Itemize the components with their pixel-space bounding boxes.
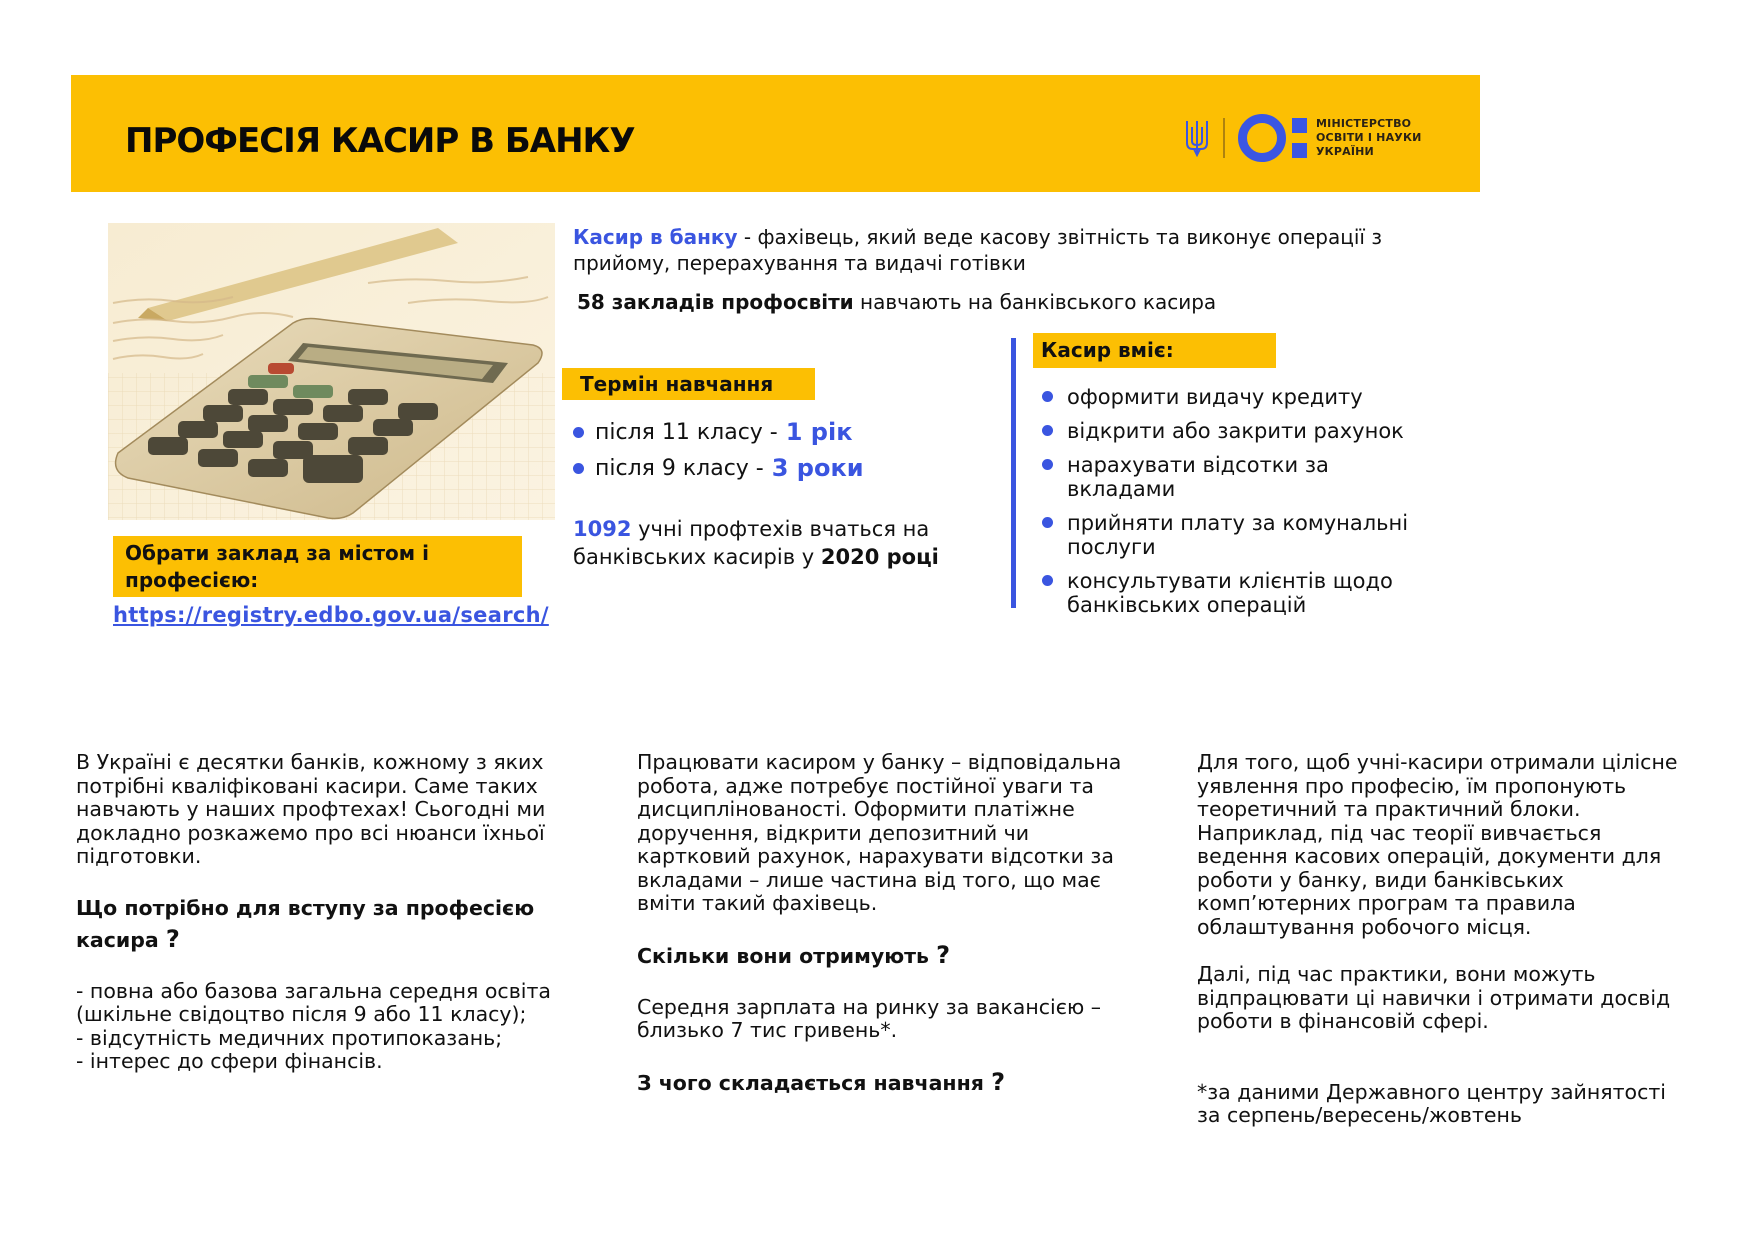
students-stat: 1092 учні профтехів вчаться на банківських касирів у 2020 році (573, 517, 939, 569)
bullet-icon (573, 427, 584, 438)
bullet-icon (1042, 425, 1053, 436)
admission-question: Що потрібно для вступу за професією касира ? (76, 895, 535, 953)
registry-link[interactable]: https://registry.edbo.gov.ua/search/ (113, 603, 549, 627)
study-question: З чого складається навчання ? (637, 1067, 1005, 1096)
logo-squares-icon (1292, 118, 1307, 158)
column-admission (76, 751, 566, 1074)
bullet-icon (1042, 391, 1053, 402)
choose-institution-box: Обрати заклад за містом і професією: (113, 536, 522, 597)
practice-paragraph: Далі, під час практики, вони можуть відпрацювати ці навички і отримати досвід роботи в фінансовій сфері. (1197, 962, 1671, 1033)
list-item: після 9 класу - 3 роки (573, 450, 864, 486)
requirements-list (76, 980, 566, 1074)
students-count: 1092 (573, 517, 632, 541)
skills-heading: Касир вміє: (1033, 333, 1276, 368)
skills-list (1042, 385, 1462, 627)
list-item: - повна або базова загальна середня освіта (шкільне свідоцтво після 9 або 11 класу); (76, 978, 551, 1026)
trident-icon (1185, 119, 1209, 157)
column-training (1197, 751, 1687, 1128)
ministry-logo (1185, 116, 1422, 160)
schools-count: 58 закладів профосвіти навчають на банківського касира (577, 290, 1217, 314)
salary-question: Скільки вони отримують ? (637, 940, 951, 969)
page-title: ПРОФЕСІЯ КАСИР В БАНКУ (125, 121, 635, 161)
list-item: оформити видачу кредиту (1042, 385, 1462, 409)
profession-definition (573, 224, 1393, 276)
bullet-icon (1042, 459, 1053, 470)
list-item: після 11 класу - 1 рік (573, 414, 864, 450)
bullet-icon (573, 463, 584, 474)
list-item: відкрити або закрити рахунок (1042, 419, 1462, 443)
list-item: прийняти плату за комунальні послуги (1042, 511, 1462, 559)
list-item: - інтерес до сфери фінансів. (76, 1049, 383, 1073)
list-item: нарахувати відсотки за вкладами (1042, 453, 1462, 501)
bullet-icon (1042, 517, 1053, 528)
ministry-name: МІНІСТЕРСТВО ОСВІТИ І НАУКИ УКРАЇНИ (1316, 117, 1422, 158)
salary-paragraph: Середня зарплата на ринку за вакансією – близько 7 тис гривень*. (637, 994, 1102, 1042)
intro-paragraph: В Україні є десятки банків, кожному з яких потрібні кваліфіковані касири. Саме таких навчають у наших профтехах! Сьогодні ми докладно розкажемо про всі нюанси їхньої підготовки. (76, 750, 546, 868)
logo-circle-icon (1238, 114, 1286, 162)
study-term-list (573, 414, 864, 486)
work-paragraph: Працювати касиром у банку – відповідальна робота, адже потребує постійної уваги та дисциплінованості. Оформити платіжне доручення, відкрити депозитний чи картковий рахунок, нарахувати відсотки за вкладами – лише частина від того, що має вміти такий фахівець. (637, 750, 1122, 915)
theory-paragraph: Для того, щоб учні-касири отримали цілісне уявлення про професію, їм пропонують теоретичний та практичний блоки. Наприклад, під час теорії вивчається ведення касових операцій, документи для роботи у банку, види банківських комп’ютерних програм та правила облаштування робочого місця. (1197, 750, 1678, 939)
skills-divider (1011, 338, 1016, 608)
list-item: консультувати клієнтів щодо банківських операцій (1042, 569, 1462, 617)
column-work (637, 751, 1127, 1099)
study-duration: 3 роки (771, 454, 864, 482)
students-year: 2020 році (820, 545, 939, 569)
definition-term: Касир в банку (573, 225, 738, 249)
list-item: - відсутність медичних протипоказань; (76, 1025, 503, 1050)
calculator-illustration (108, 223, 555, 520)
schools-count-bold: 58 закладів профосвіти (577, 290, 854, 314)
logo-divider (1223, 118, 1225, 158)
calculator-photo (108, 223, 555, 520)
footnote: *за даними Державного центру зайнятості за серпень/вересень/жовтень (1197, 1079, 1667, 1127)
bullet-icon (1042, 575, 1053, 586)
definition-text: - фахівець, який веде касову звітність та виконує операції з прийому, перерахування та видачі готівки (573, 225, 1382, 275)
study-term-heading: Термін навчання (562, 368, 815, 400)
study-duration: 1 рік (785, 418, 853, 446)
